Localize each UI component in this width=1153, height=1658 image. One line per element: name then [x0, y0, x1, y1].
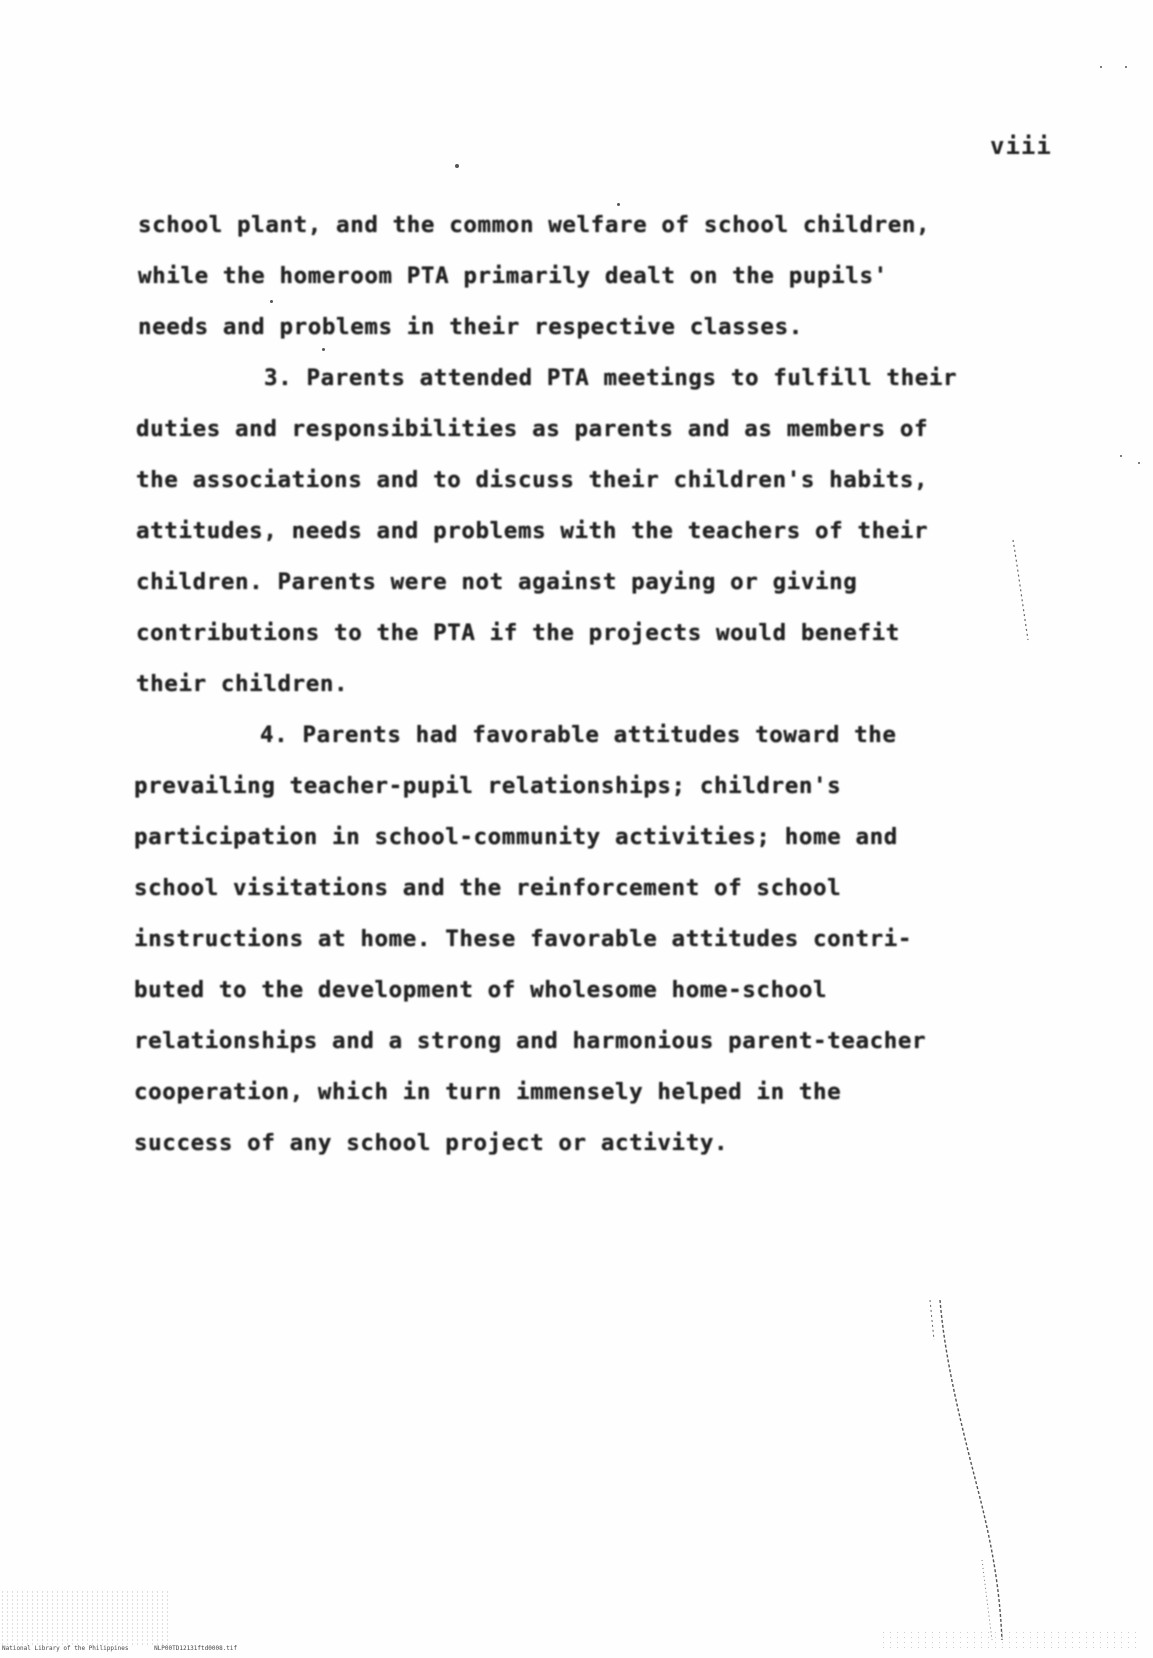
text-line: 3. Parents attended PTA meetings to fulfill their — [264, 365, 958, 391]
footer-filename: NLP00TD12131ftd0008.tif — [154, 1645, 238, 1652]
text-line: prevailing teacher-pupil relationships; children's — [134, 773, 842, 799]
text-line: buted to the development of wholesome home-school — [134, 977, 828, 1003]
text-line: participation in school-community activities; home and — [134, 824, 898, 850]
text-line: the associations and to discuss their children's habits, — [136, 467, 929, 493]
text-line: school visitations and the reinforcement of school — [134, 875, 842, 901]
text-line: duties and responsibilities as parents and as members of — [136, 416, 929, 442]
text-line: school plant, and the common welfare of school children, — [138, 212, 931, 238]
text-line: attitudes, needs and problems with the teachers of their — [136, 518, 929, 544]
text-line: 4. Parents had favorable attitudes toward the — [260, 722, 897, 748]
text-line: relationships and a strong and harmonious parent-teacher — [134, 1028, 927, 1054]
text-line: success of any school project or activity. — [134, 1130, 729, 1156]
text-line: their children. — [136, 671, 349, 697]
footer-library: National Library of the Philippines — [2, 1645, 129, 1652]
scan-noise — [0, 1590, 170, 1645]
text-line: cooperation, which in turn immensely helped in the — [134, 1079, 842, 1105]
page-number: viii — [990, 132, 1052, 160]
scan-footer — [2, 1645, 259, 1652]
text-line: needs and problems in their respective classes. — [138, 314, 803, 340]
text-line: children. Parents were not against paying or giving — [136, 569, 858, 595]
text-line: contributions to the PTA if the projects would benefit — [136, 620, 900, 646]
text-line: while the homeroom PTA primarily dealt on the pupils' — [138, 263, 888, 289]
text-line: instructions at home. These favorable attitudes contri- — [134, 926, 913, 952]
scan-noise — [880, 1630, 1140, 1652]
